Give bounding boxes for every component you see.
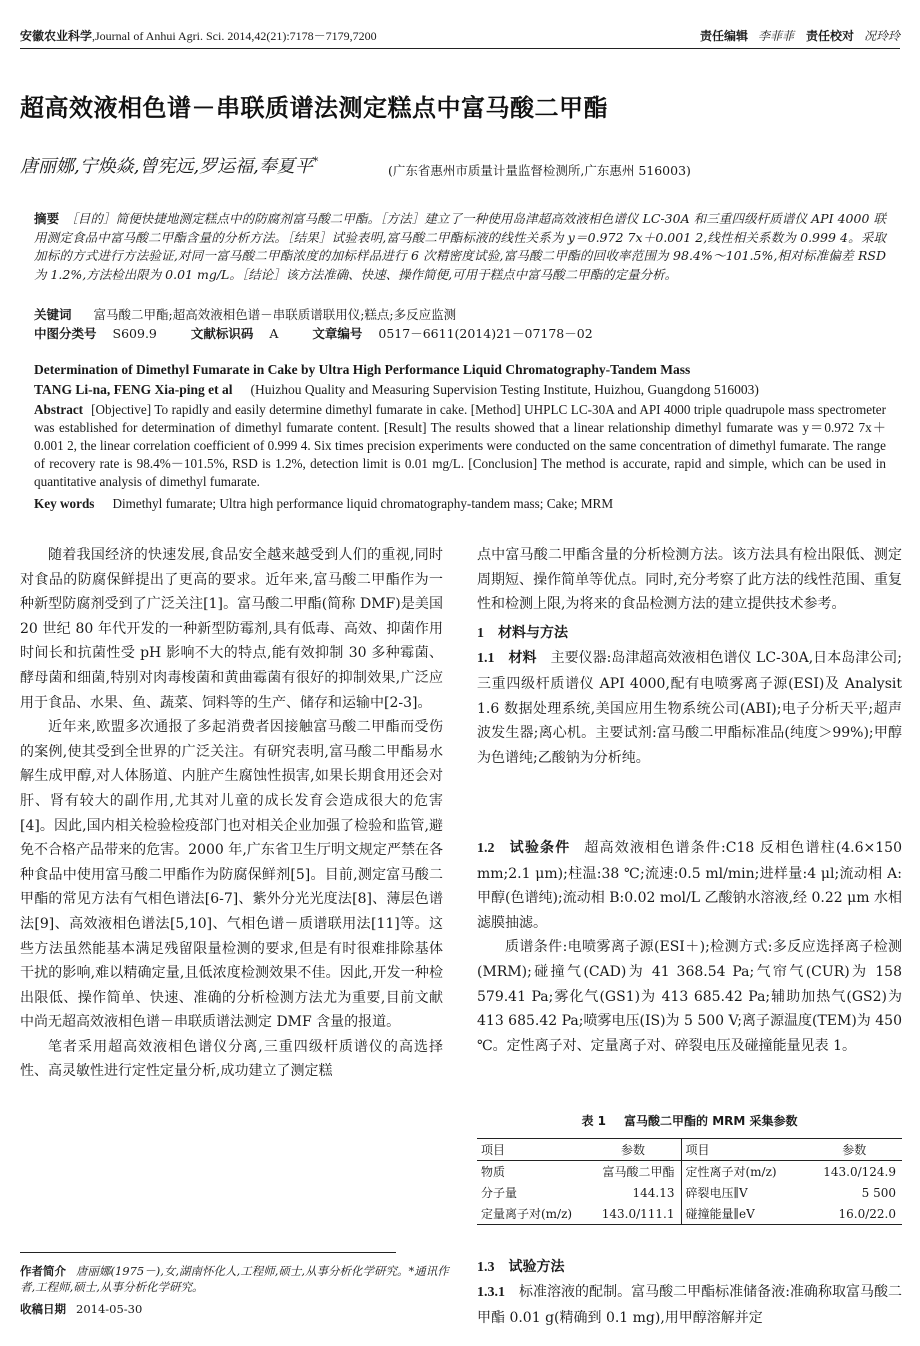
author-bio (20, 1263, 460, 1295)
author-list (20, 152, 318, 178)
affiliation: (广东省惠州市质量计量监督检测所,广东惠州 516003) (388, 163, 691, 178)
conditions-paragraph (477, 836, 902, 935)
table-cell: 碰撞能量∥eV (681, 1203, 809, 1225)
classification-line (34, 324, 886, 342)
author-bio-label: 作者简介 (20, 1264, 66, 1278)
table-row (477, 1161, 902, 1183)
subsection-number: 1.1 (477, 651, 495, 667)
table-cell: 16.0/22.0 (809, 1203, 903, 1225)
english-abstract-label: Abstract (34, 402, 84, 417)
table-header-cell: 项目 (681, 1139, 809, 1161)
english-keywords-text: Dimethyl fumarate; Ultra high performance liquid chromatography-tandem mass; Cake; MRM (112, 496, 614, 511)
doc-code-value: A (269, 326, 279, 341)
corresponding-mark: * (312, 155, 319, 168)
doc-code-label: 文献标识码 (190, 326, 254, 341)
english-abstract (34, 401, 886, 491)
conditions-block (477, 836, 902, 1106)
journal-name-en: ,Journal of Anhui Agri. Sci. 2014,42(21):7178－7179,7200 (92, 29, 377, 43)
keywords-cn (34, 305, 886, 323)
english-affiliation: (Huizhou Quality and Measuring Supervision Testing Institute, Huizhou, Guangdong 516003) (250, 382, 759, 397)
table-header-cell: 项目 (477, 1139, 588, 1161)
table-cell: 143.0/111.1 (588, 1203, 682, 1225)
received-value: 2014-05-30 (76, 1302, 143, 1316)
table-cell: 物质 (481, 1165, 506, 1179)
received-label: 收稿日期 (20, 1302, 66, 1316)
subsection-number: 1.3 (477, 1260, 495, 1275)
table-cell: 碎裂电压∥V (685, 1186, 748, 1200)
ms-conditions-paragraph: 质谱条件:电喷雾离子源(ESI＋);检测方式:多反应选择离子检测(MRM);碰撞气(CAD)为 41 368.54 Pa;气帘气(CUR)为 158 579.41 Pa;雾化气(GS1)为 413 685.42 Pa;辅助加热气(GS2)为 413 685.42 Pa;喷雾电压(IS)为 5 500 V;离子源温度(TEM)为 450 ℃。定性离子对、定量离子对、碎裂电压及碰撞能量见表 1。 (477, 939, 902, 1054)
editor-credits (700, 27, 900, 44)
clc-label: 中图分类号 (34, 326, 97, 341)
journal-citation (20, 27, 377, 44)
proof-name: 况玲玲 (863, 29, 900, 43)
table-cell: 5 500 (861, 1185, 896, 1200)
subsection-number: 1.3.1 (477, 1285, 505, 1300)
subsection-number: 1.2 (477, 841, 495, 856)
english-author-names: TANG Li-na, FENG Xia-ping et al (34, 382, 233, 397)
table-cell: 定量离子对(m/z) (477, 1203, 588, 1225)
article-no-value: 0517－6611(2014)21－07178－02 (378, 326, 593, 341)
intro-paragraph-3: 笔者采用超高效液相色谱仪分离,三重四级杆质谱仪的高选择性、高灵敏性进行定性定量分析,成功建立了测定糕 (20, 1038, 443, 1080)
english-abstract-text: [Objective] To rapidly and easily determine dimethyl fumarate in cake. [Method] UHPLC LC-30A and API 4000 triple quadrupole mass spectrometer was established for determination of dimethyl fumarate content. [Result] The results showed that a linear relationship dimethyl fumarate was y＝0.972 7x＋0.001 2, the linear correlation coefficient of 0.999 4. Six times precision experiments were conducted on the same concentration of dimethyl fumarate. The range of recovery rate is 98.4%－101.5%, RSD is 1.2%, detection limit is 0.01 mg/L. [Conclusion] The method is accurate, rapid and simple, which can be used in quantitative analysis of dimethyl fumarate. (34, 402, 886, 489)
table-row (477, 1182, 902, 1203)
subsection-title: 试验方法 (508, 1259, 565, 1275)
abstract-label: 摘要 (34, 211, 60, 226)
abstract-cn (34, 210, 886, 284)
table-header-cell: 参数 (588, 1139, 682, 1161)
subsection-title: 试验条件 (508, 840, 571, 856)
table-header-cell: 参数 (809, 1139, 903, 1161)
intro-continued: 点中富马酸二甲酯含量的分析检测方法。该方法具有检出限低、测定周期短、操作简单等优点。同时,充分考察了此方法的线性范围、重复性和检测上限,为将来的食品检测方法的建立提供技术参考。 (477, 547, 902, 613)
table-cell: 富马酸二甲酯 (588, 1161, 682, 1183)
section-heading-1 (477, 621, 902, 647)
english-title: Determination of Dimethyl Fumarate in Cake by Ultra High Performance Liquid Chromatography-Tandem Mass (34, 362, 691, 377)
body-left-column (20, 543, 443, 1176)
editor-label: 责任编辑 (699, 29, 748, 43)
article-no-label: 文章编号 (312, 326, 363, 341)
body-right-column (477, 543, 902, 798)
subsection-heading-1-2 (477, 840, 584, 856)
standard-solution-text: 标准溶液的配制。富马酸二甲酯标准储备液:准确称取富马酸二甲酯 0.01 g(精确到 0.1 mg),用甲醇溶解并定 (477, 1284, 902, 1326)
lc-conditions-text: 超高效液相色谱条件:C18 反相色谱柱(4.6×150 mm;2.1 μm);柱温:38 ℃;流速:0.5 ml/min;进样量:4 μl;流动相 A:甲醇(色谱纯);流动相 B:0.02 mol/L 乙酸钠水溶液,经 0.22 μm 水相滤膜抽滤。 (477, 840, 902, 931)
keywords-label: 关键词 (34, 307, 72, 322)
english-authors (34, 382, 759, 398)
table-cell: 143.0/124.9 (823, 1164, 896, 1179)
table-cell: 分子量 (481, 1186, 518, 1200)
abstract-text: ［目的］简便快捷地测定糕点中的防腐剂富马酸二甲酯。［方法］建立了一种使用岛津超高效液相色谱仪 LC-30A 和三重四级杆质谱仪 API 4000 联用测定食品中富马酸二甲酯含量的分析方法。［结果］试验表明,富马酸二甲酯标液的线性关系为 y＝0.972 7x＋0.001 2,线性相关系数为 0.999 4。采取加标的方式进行方法验证,对同一富马酸二甲酯浓度的加标样品进行 6 次精密度试验,富马酸二甲酯的回收率范围为 98.4%～101.5%,相对标准偏差 RSD 为 1.2%,方法检出限为 0.01 mg/L。［结论］该方法准确、快速、操作简便,可用于糕点中富马酸二甲酯的定量分析。 (34, 211, 886, 282)
intro-paragraph-2: 近年来,欧盟多次通报了多起消费者因接触富马酸二甲酯而受伤的案例,使其受到全世界的广泛关注。有研究表明,富马酸二甲酯易水解生成甲醇,对人体肠道、内脏产生腐蚀性损害,如果长期食用还会对肝、肾有较大的副作用,尤其对儿童的成长发育会造成很大的危害[4]。因此,国内相关检验检疫部门也对相关企业加强了检验和监管,避免不合格产品带来的危害。2000 年,广东省卫生厅明文规定严禁在各种食品中使用富马酸二甲酯作为防腐保鲜剂[5]。目前,测定富马酸二甲酯的常见方法有气相色谱法[6-7]、紫外分光光度法[8]、薄层色谱法[9]、高效液相色谱法[5,10]、气相色谱－质谱联用法[11]等。这些方法虽然能基本满足残留限量检测的要求,但是有时很难排除基体干扰的影响,难以精确定量,且低浓度检测效果不佳。因此,开发一种检出限低、操作简单、快速、准确的分析检测方法尤为重要,目前文献中尚无超高效液相色谱－串联质谱法测定 DMF 含量的报道。 (20, 719, 443, 1031)
table-title: 富马酸二甲酯的 MRM 采集参数 (624, 1114, 798, 1128)
english-keywords-label: Key words (34, 496, 95, 511)
article-title: 超高效液相色谱－串联质谱法测定糕点中富马酸二甲酯 (20, 94, 608, 122)
table-caption (477, 1112, 902, 1129)
table-number: 表 1 (581, 1114, 607, 1128)
section-number: 1 (477, 625, 484, 641)
keywords-text: 富马酸二甲酯;超高效液相色谱－串联质谱联用仪;糕点;多反应监测 (93, 307, 457, 322)
journal-name-cn: 安徽农业科学 (20, 29, 93, 43)
running-header (20, 18, 900, 49)
table-row (477, 1203, 902, 1225)
section-title: 材料与方法 (498, 624, 568, 641)
materials-paragraph (477, 646, 902, 770)
subsection-title: 材料 (508, 650, 537, 667)
table-cell: 144.13 (588, 1182, 682, 1203)
subsection-number-1-3-1 (477, 1284, 519, 1300)
english-keywords (34, 496, 886, 512)
materials-text: 主要仪器:岛津超高效液相色谱仪 LC-30A,日本岛津公司;三重四级杆质谱仪 API 4000,配有电喷雾离子源(ESI)及 Analysit 1.6 数据处理系统,美国应用生物系统公司(ABI);电子分析天平;超声波发生器;离心机。主要试剂:富马酸二甲酯标准品(纯度＞99%);甲醇为色谱纯;乙酸钠为分析纯。 (477, 650, 902, 766)
received-date (20, 1301, 460, 1317)
table-header-row (477, 1139, 902, 1161)
intro-paragraph-1: 随着我国经济的快速发展,食品安全越来越受到人们的重视,同时对食品的防腐保鲜提出了更高的要求。近年来,富马酸二甲酯作为一种新型防腐剂受到了广泛关注[1]。富马酸二甲酯(简称 DMF)是美国 20 世纪 80 年代开发的一种新型防霉剂,具有低毒、高效、抑菌作用时间长和抗菌性受 pH 影响不大的特点,能有效抑制 30 多种霉菌、酵母菌和细菌,特别对肉毒梭菌和黄曲霉菌有很好的抑制效果,广泛应用于食品、水果、鱼、蔬菜、饲料等的生产、储存和运输中[2-3]。 (20, 547, 443, 711)
author-bio-text: 唐丽娜(1975－),女,湖南怀化人,工程师,硕士,从事分析化学研究。*通讯作者,工程师,硕士,从事分析化学研究。 (20, 1264, 449, 1294)
clc-value: S609.9 (112, 326, 157, 341)
subsection-heading-1-3 (477, 1256, 902, 1276)
mrm-parameter-table (477, 1138, 902, 1225)
subsection-heading-1-1 (477, 650, 551, 666)
author-names: 唐丽娜,宁焕焱,曾宪远,罗运福,奉夏平 (20, 156, 313, 177)
table-cell: 定性离子对(m/z) (685, 1165, 777, 1179)
editor-name: 李菲菲 (757, 29, 794, 43)
standard-solution-paragraph (477, 1280, 902, 1332)
footnote-divider (20, 1252, 396, 1253)
proof-label: 责任校对 (805, 29, 854, 43)
